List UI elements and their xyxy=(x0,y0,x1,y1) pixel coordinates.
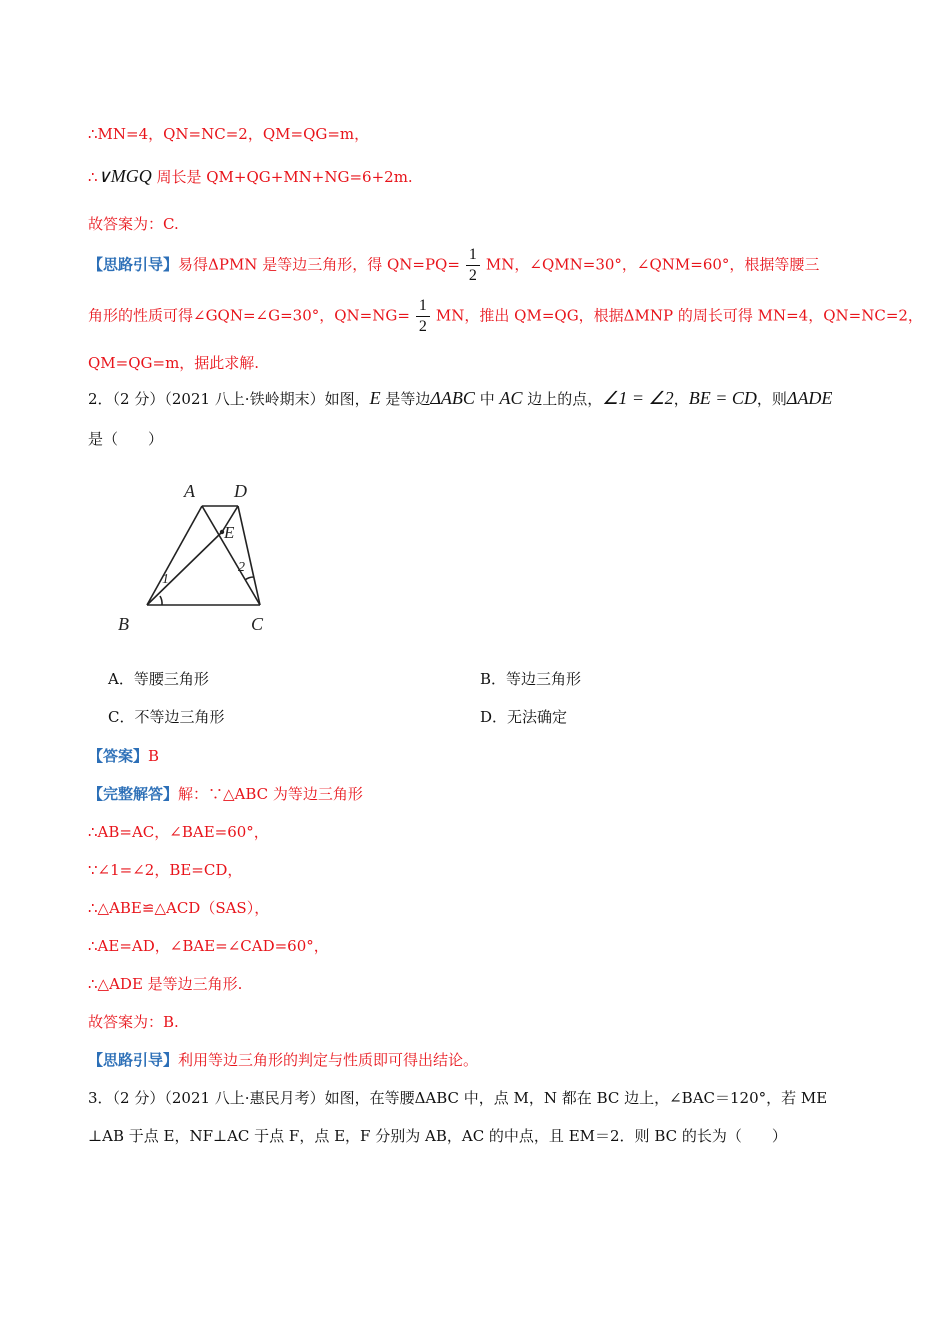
angle-2-arc xyxy=(245,577,254,580)
label-a: A xyxy=(184,481,195,501)
solution-line: ∴△ABE≌△ACD（SAS）， xyxy=(88,899,270,917)
label-b: B xyxy=(118,614,129,634)
q1-tip-text-c: 角形的性质可得∠GQN=∠G=30°，QN=NG= xyxy=(88,306,410,325)
q1-line-2 xyxy=(88,166,413,187)
solution-text: 解：∵△ABC 为等边三角形 xyxy=(178,785,363,803)
solution-line: ∴AB=AC，∠BAE=60°， xyxy=(88,823,269,841)
solution-line: ∴△ADE 是等边三角形. xyxy=(88,975,243,993)
triangle-ade: ΔADE xyxy=(786,388,833,408)
q2-stem-text: 边上的点， xyxy=(522,390,603,408)
option-c[interactable]: C．不等边三角形 xyxy=(108,708,225,726)
q2-stem-line-2: 是（ ） xyxy=(88,430,164,448)
solution-line: ∵∠1=∠2，BE=CD， xyxy=(88,861,243,879)
q2-tip-label: 【思路引导】 xyxy=(88,1051,179,1069)
fraction-denominator: 2 xyxy=(418,318,427,335)
therefore-symbol: ∴ xyxy=(88,168,98,186)
q2-stem-text: ， xyxy=(673,390,689,408)
fraction-numerator: 1 xyxy=(416,296,430,317)
answer-value: B xyxy=(148,747,160,765)
segment-dc xyxy=(238,506,260,605)
solution-label: 【完整解答】 xyxy=(88,785,179,803)
q2-answer xyxy=(88,745,159,766)
solution-line: 故答案为：B. xyxy=(88,1013,179,1031)
segment-ac: AC xyxy=(499,388,523,408)
fraction-denominator: 2 xyxy=(468,267,477,284)
segment-be xyxy=(147,532,222,605)
fraction-half xyxy=(466,245,480,286)
label-e: E xyxy=(224,523,235,542)
q1-tip-text-d: MN，推出 QM=QG，根据ΔMNP 的周长可得 MN=4，QN=NC=2， xyxy=(435,306,923,325)
q3-stem-line-2: ⊥AB 于点 E，NF⊥AC 于点 F，点 E，F 分别为 AB，AC 的中点，且 EM＝2．则 BC 的长为（ ） xyxy=(88,1127,787,1145)
q2-solution-line-1 xyxy=(88,783,363,804)
point-e: E xyxy=(369,388,381,408)
solution-line: ∴AE=AD，∠BAE=∠CAD=60°， xyxy=(88,937,329,955)
q2-tip xyxy=(88,1049,478,1070)
option-b[interactable]: B．等边三角形 xyxy=(480,670,582,688)
label-angle-2: 2 xyxy=(238,560,245,575)
label-angle-1: 1 xyxy=(162,572,169,587)
angle-1-arc xyxy=(160,596,162,605)
segment-equality: BE = CD xyxy=(688,388,757,408)
q1-tip-text-a: 易得ΔPMN 是等边三角形，得 QN=PQ= xyxy=(178,255,460,274)
perimeter-text: 周长是 QM+QG+MN+NG=6+2m. xyxy=(151,168,413,186)
q1-tip-line-3: QM=QG=m，据此求解. xyxy=(88,354,260,372)
q1-tip-line-2 xyxy=(88,296,923,337)
q1-tip-text-b: MN，∠QMN=30°，∠QNM=60°，根据等腰三 xyxy=(485,255,820,274)
fraction-numerator: 1 xyxy=(466,245,480,266)
option-d[interactable]: D．无法确定 xyxy=(480,708,568,726)
q2-stem-text: 中 xyxy=(474,390,500,408)
q1-line-1: ∴MN=4，QN=NC=2，QM=QG=m， xyxy=(88,125,370,143)
label-c: C xyxy=(251,614,264,634)
angle-equality: ∠1 = ∠2 xyxy=(602,388,674,408)
answer-label: 【答案】 xyxy=(88,747,149,765)
q1-answer: 故答案为：C. xyxy=(88,215,179,233)
q2-stem-text: ，则 xyxy=(756,390,787,408)
label-d: D xyxy=(234,481,247,501)
segment-ac xyxy=(202,506,260,605)
q2-stem-text: 是等边 xyxy=(380,390,431,408)
option-a[interactable]: A．等腰三角形 xyxy=(108,670,209,688)
fraction-half-2 xyxy=(416,296,430,337)
q2-stem-text: 2．（2 分）（2021 八上·铁岭期末）如图， xyxy=(88,390,370,408)
segment-ab xyxy=(147,506,202,605)
q2-geometry-figure xyxy=(110,475,290,640)
q3-stem-line-1: 3．（2 分）（2021 八上·惠民月考）如图，在等腰ΔABC 中，点 M，N 都在 BC 边上，∠BAC＝120°，若 ME xyxy=(88,1089,828,1107)
q2-stem-line-1 xyxy=(88,388,832,409)
q1-tip-line-1 xyxy=(88,245,819,286)
triangle-mgq: ∨MGQ xyxy=(97,166,152,186)
q2-tip-text: 利用等边三角形的判定与性质即可得出结论。 xyxy=(178,1051,479,1069)
triangle-abc: ΔABC xyxy=(430,388,475,408)
q1-tip-label: 【思路引导】 xyxy=(88,255,179,274)
